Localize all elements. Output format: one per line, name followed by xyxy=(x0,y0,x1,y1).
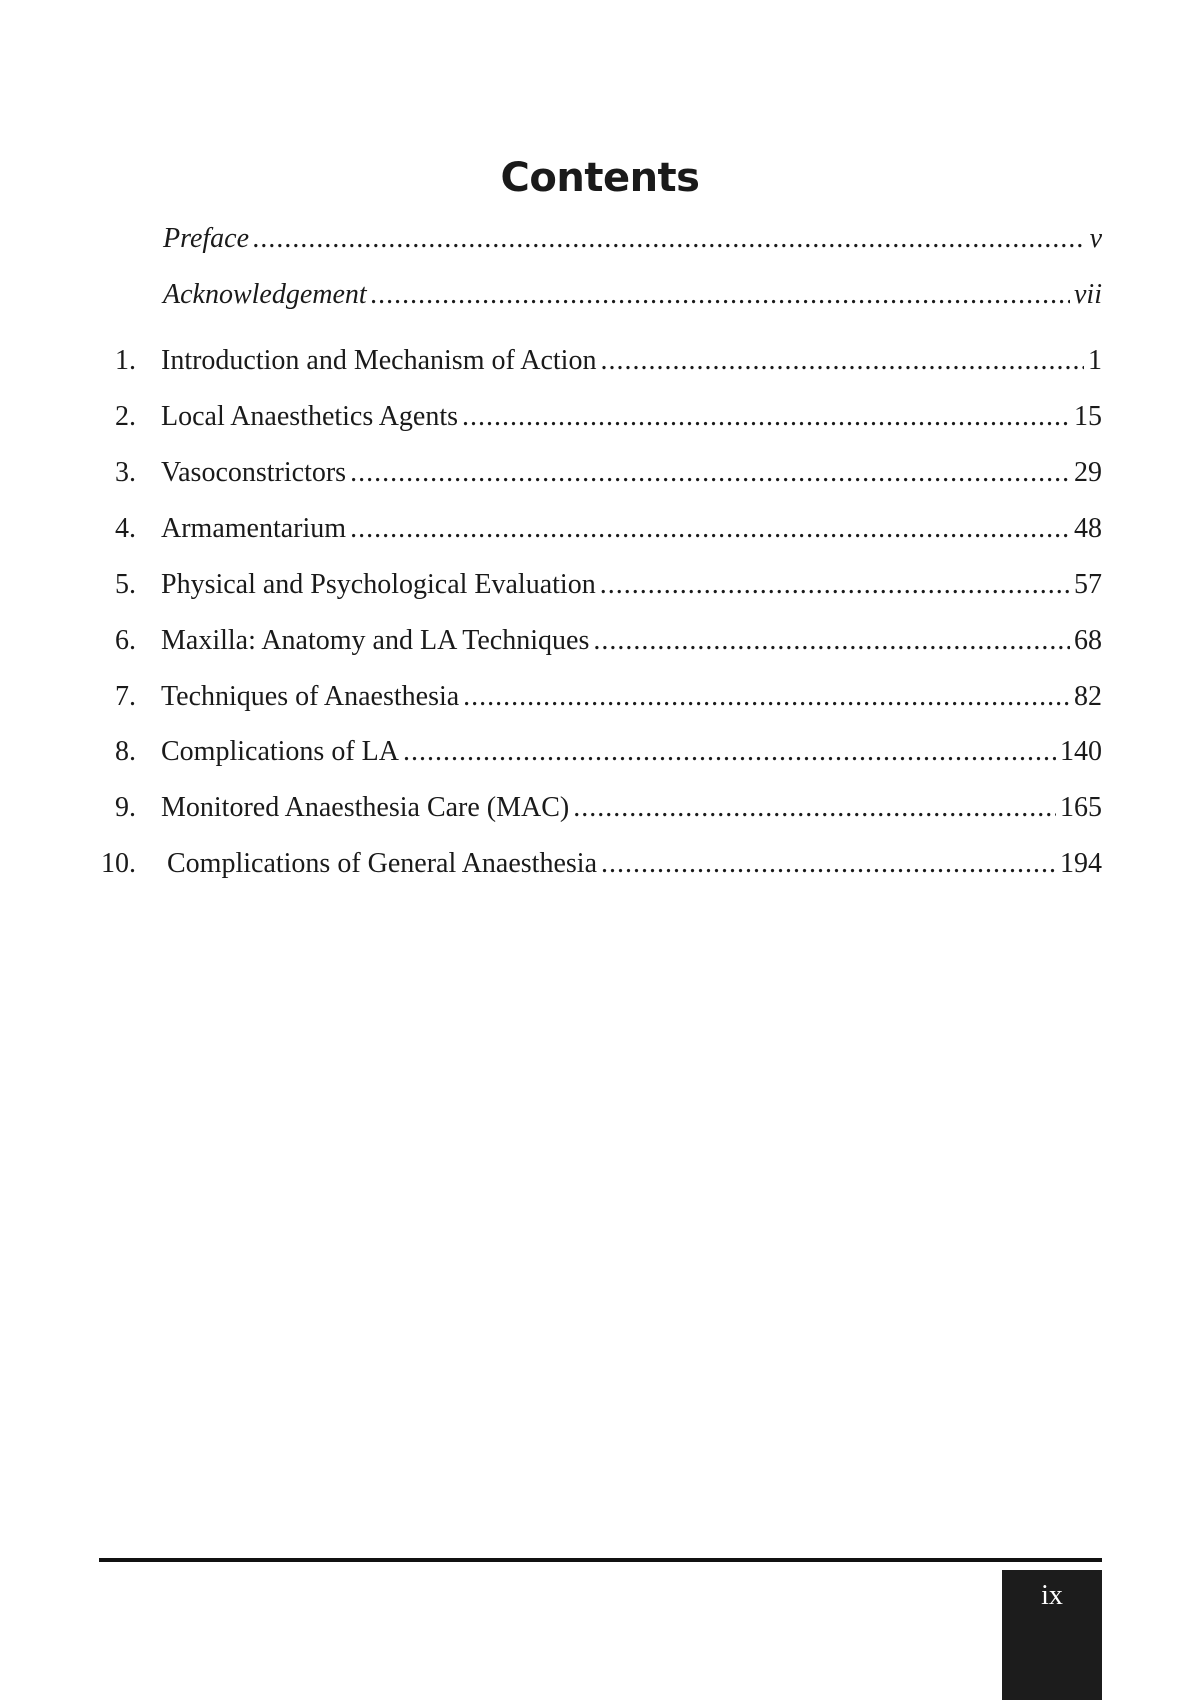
dot-leader xyxy=(601,844,1056,884)
dot-leader xyxy=(371,275,1070,315)
toc-entry[interactable] xyxy=(163,275,1102,315)
toc-entry[interactable] xyxy=(161,788,1102,828)
chapter-number: 10. xyxy=(101,848,136,879)
toc-page-number: 82 xyxy=(1074,681,1102,712)
dot-leader xyxy=(573,788,1056,828)
toc-label: Preface xyxy=(163,223,250,254)
toc-label: Introduction and Mechanism of Action xyxy=(161,345,597,376)
chapter-number: 6. xyxy=(115,625,136,656)
dot-leader xyxy=(593,621,1070,661)
toc-row-chapter-7 xyxy=(0,677,1200,717)
toc-page-number: 57 xyxy=(1074,569,1102,600)
toc-entry[interactable] xyxy=(161,621,1102,661)
toc-entry[interactable] xyxy=(161,453,1102,493)
toc-label: Armamentarium xyxy=(161,513,347,544)
chapter-number: 8. xyxy=(115,736,136,767)
toc-label: Complications of General Anaesthesia xyxy=(167,848,597,879)
toc-row-chapter-1 xyxy=(0,341,1200,381)
chapter-number: 5. xyxy=(115,569,136,600)
dot-leader xyxy=(350,509,1070,549)
toc-entry[interactable] xyxy=(161,677,1102,717)
dot-leader xyxy=(600,341,1084,381)
toc-page-number: v xyxy=(1089,223,1102,254)
toc-entry[interactable] xyxy=(161,341,1102,381)
toc-row-chapter-4 xyxy=(0,509,1200,549)
toc-entry[interactable] xyxy=(161,565,1102,605)
toc-entry[interactable] xyxy=(161,732,1102,772)
toc-entry[interactable] xyxy=(161,509,1102,549)
dot-leader xyxy=(253,219,1086,259)
chapter-number: 3. xyxy=(115,457,136,488)
chapter-number: 2. xyxy=(115,401,136,432)
dot-leader xyxy=(600,565,1070,605)
toc-page-number: 68 xyxy=(1074,625,1102,656)
chapter-number: 4. xyxy=(115,513,136,544)
footer-rule xyxy=(99,1558,1102,1562)
toc-label: Complications of LA xyxy=(161,736,399,767)
toc-row-chapter-3 xyxy=(0,453,1200,493)
toc-page-number: 48 xyxy=(1074,513,1102,544)
toc-row-chapter-5 xyxy=(0,565,1200,605)
toc-row-chapter-6 xyxy=(0,621,1200,661)
toc-row-chapter-9 xyxy=(0,788,1200,828)
dot-leader xyxy=(403,732,1056,772)
toc-page-number: 165 xyxy=(1060,792,1102,823)
toc-entry[interactable] xyxy=(161,397,1102,437)
dot-leader xyxy=(463,677,1070,717)
toc-label: Local Anaesthetics Agents xyxy=(161,401,459,432)
toc-label: Monitored Anaesthesia Care (MAC) xyxy=(161,792,570,823)
toc-page-number: 140 xyxy=(1060,736,1102,767)
toc-row-chapter-10 xyxy=(0,844,1200,884)
toc-label: Vasoconstrictors xyxy=(161,457,347,488)
page-number: ix xyxy=(1041,1580,1063,1611)
chapter-number: 1. xyxy=(115,345,136,376)
toc-label: Physical and Psychological Evaluation xyxy=(161,569,596,600)
page-number-tab xyxy=(1002,1570,1102,1700)
toc-page-number: 194 xyxy=(1060,848,1102,879)
toc-entry[interactable] xyxy=(163,219,1102,259)
toc-label: Acknowledgement xyxy=(163,279,367,310)
dot-leader xyxy=(350,453,1070,493)
toc-row-preface xyxy=(0,219,1200,259)
chapter-number: 7. xyxy=(115,681,136,712)
chapter-number: 9. xyxy=(115,792,136,823)
dot-leader xyxy=(462,397,1070,437)
toc-row-chapter-8 xyxy=(0,732,1200,772)
toc-entry[interactable] xyxy=(167,844,1102,884)
toc-page-number: 1 xyxy=(1088,345,1102,376)
toc-page-number: 29 xyxy=(1074,457,1102,488)
toc-row-chapter-2 xyxy=(0,397,1200,437)
toc-label: Techniques of Anaesthesia xyxy=(161,681,460,712)
toc-page-number: vii xyxy=(1074,279,1102,310)
toc-label: Maxilla: Anatomy and LA Techniques xyxy=(161,625,590,656)
toc-page-number: 15 xyxy=(1074,401,1102,432)
page-title: Contents xyxy=(500,155,700,201)
toc-row-acknowledgement xyxy=(0,275,1200,315)
